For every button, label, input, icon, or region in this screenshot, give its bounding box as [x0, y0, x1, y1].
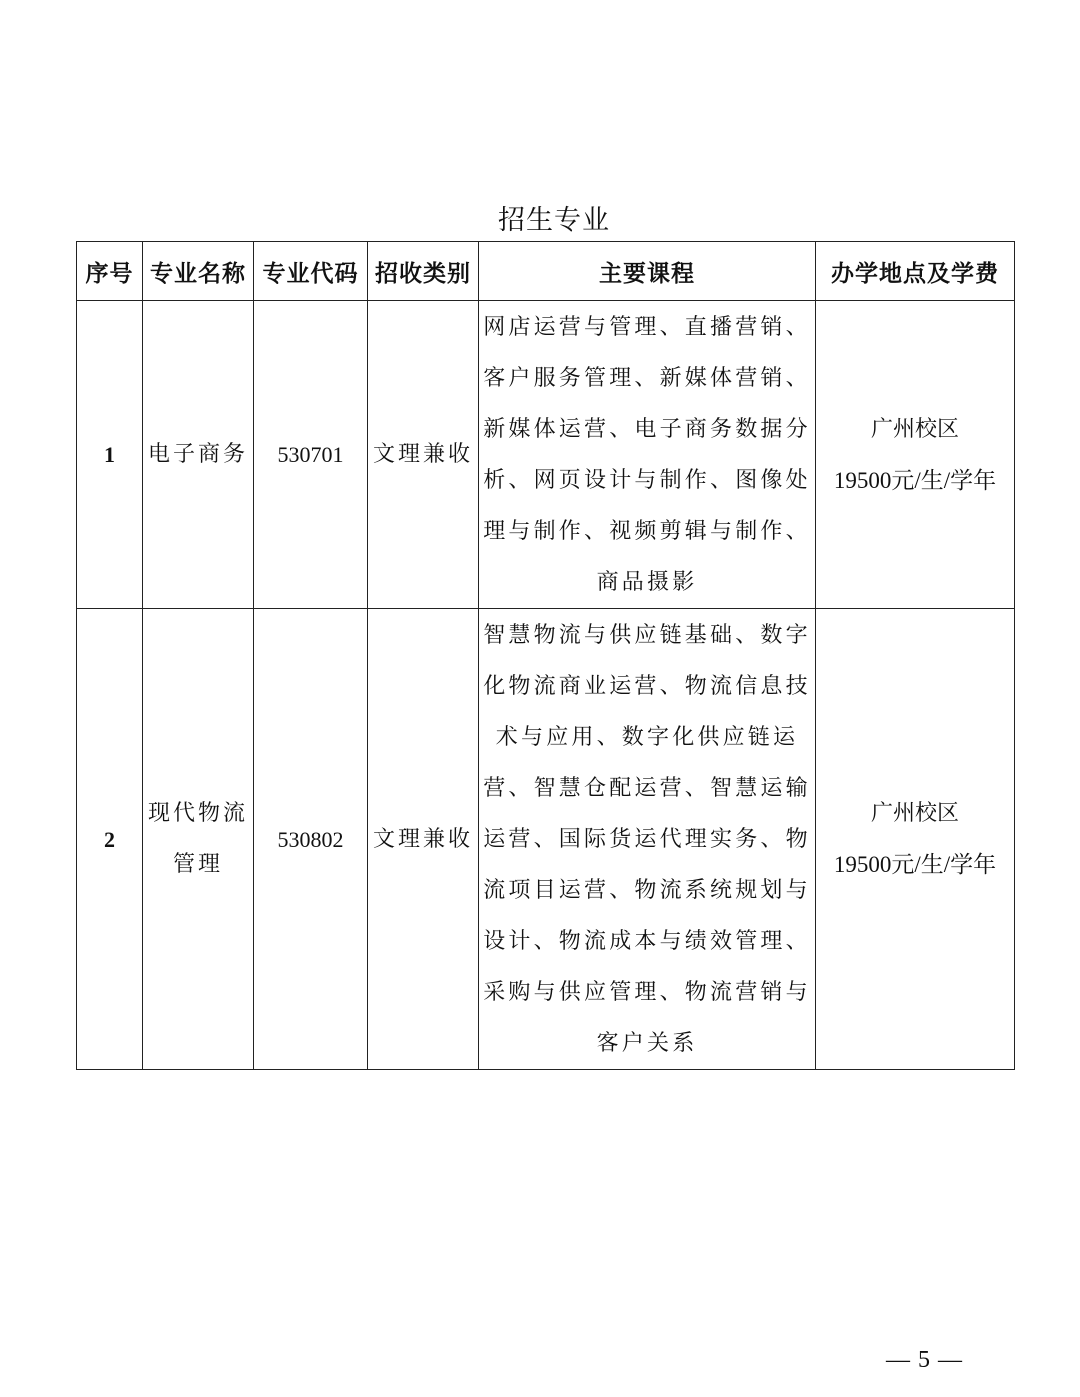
- table-row: [77, 609, 1015, 1070]
- major-name-line: 电子商务: [147, 442, 248, 467]
- row-admission-type: 文理兼收: [368, 609, 479, 1070]
- row-major-code: 530802: [254, 609, 368, 1070]
- row-major-code: 530701: [254, 301, 368, 609]
- campus-name: 广州校区: [870, 801, 959, 826]
- header-courses: 主要课程: [479, 242, 816, 301]
- tuition-fee: 19500元/生/学年: [833, 852, 997, 877]
- major-name-line: 现代物流: [147, 801, 248, 826]
- row-site-fee: [816, 609, 1015, 1070]
- header-name: 专业名称: [143, 242, 254, 301]
- row-seq: 1: [77, 301, 143, 609]
- major-name-line: 管理: [172, 852, 223, 877]
- row-major-name: [143, 301, 254, 609]
- row-admission-type: 文理兼收: [368, 301, 479, 609]
- tuition-fee: 19500元/生/学年: [833, 467, 997, 493]
- row-seq: 2: [77, 609, 143, 1070]
- page-title: 招生专业: [498, 205, 610, 236]
- row-major-name: [143, 609, 254, 1070]
- row-site-fee: [816, 301, 1015, 609]
- row-courses: 网店运营与管理、直播营销、客户服务管理、新媒体营销、新媒体运营、电子商务数据分析、网页设计与制作、图像处理与制作、视频剪辑与制作、商品摄影: [479, 301, 816, 609]
- table-header-row: [77, 242, 1015, 301]
- header-seq: 序号: [77, 242, 143, 301]
- row-courses: 智慧物流与供应链基础、数字化物流商业运营、物流信息技术与应用、数字化供应链运营、智慧仓配运营、智慧运输运营、国际货运代理实务、物流项目运营、物流系统规划与设计、物流成本与绩效管理、采购与供应管理、物流营销与客户关系: [479, 609, 816, 1070]
- table-row: [77, 301, 1015, 609]
- header-type: 招收类别: [368, 242, 479, 301]
- majors-table: [76, 241, 1015, 1070]
- campus-name: 广州校区: [870, 416, 959, 442]
- page-number: — 5 —: [886, 1347, 963, 1373]
- header-code: 专业代码: [254, 242, 368, 301]
- header-site-fee: 办学地点及学费: [816, 242, 1015, 301]
